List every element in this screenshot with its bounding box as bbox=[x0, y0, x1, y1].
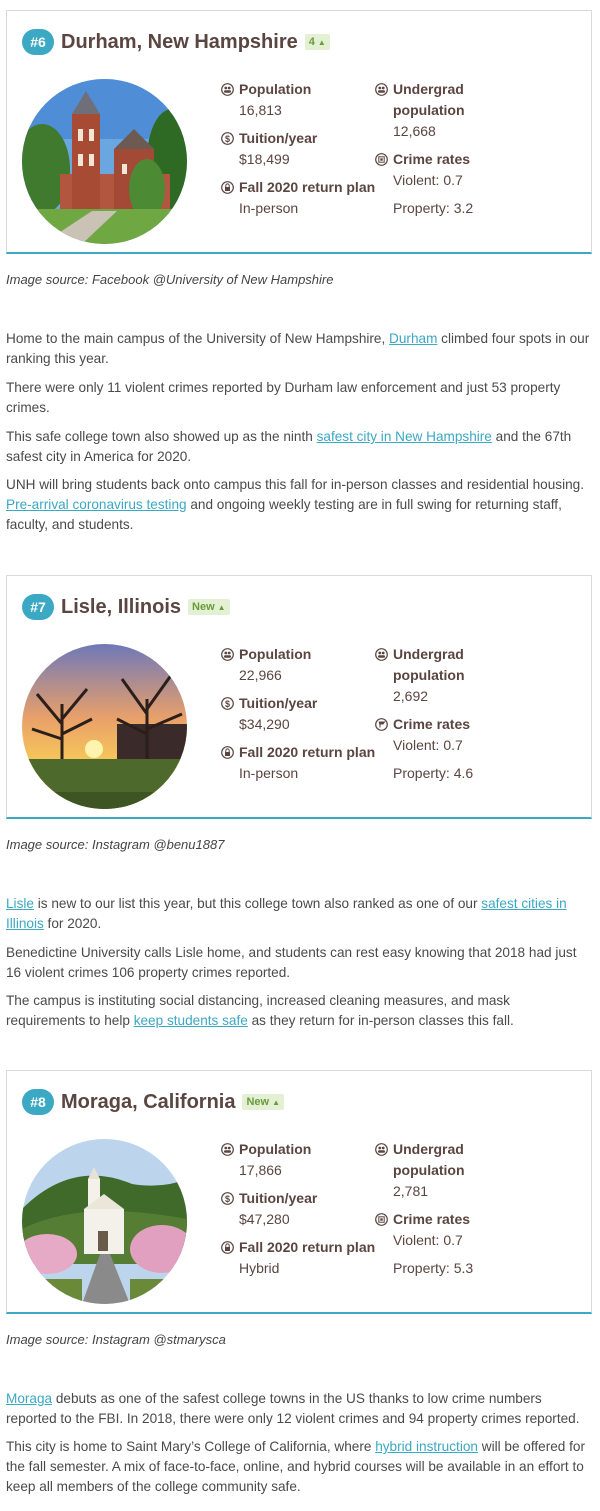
users-icon bbox=[221, 83, 234, 96]
moraga-paragraph-2: This city is home to Saint Mary’s College of California, where hybrid instruction will be offered for the fall semester. A mix of face-to-face, online, and hybrid courses will be available in an effort to keep all members of the college community safe. bbox=[6, 1439, 586, 1494]
undergrad-value: 12,668 bbox=[393, 123, 436, 139]
undergrad-label-line2: population bbox=[393, 102, 465, 118]
moraga-link[interactable]: Moraga bbox=[6, 1391, 53, 1406]
new-label: New bbox=[192, 601, 215, 613]
population-label: Population bbox=[239, 1141, 312, 1157]
city-card-moraga bbox=[6, 1070, 592, 1314]
return-plan-value: Hybrid bbox=[239, 1260, 280, 1276]
safest-cities-illinois-link[interactable]: safest cities in Illinois bbox=[6, 896, 567, 931]
lisle-paragraph-1: Lisle is new to our list this year, but this college town also ranked as one of our safest cities in Illinois for 2020. bbox=[6, 896, 567, 931]
city-card-durham bbox=[6, 10, 592, 254]
crime-label: Crime rates bbox=[393, 1211, 471, 1227]
shield-icon bbox=[375, 153, 388, 166]
rank-badge: #6 bbox=[22, 29, 54, 55]
lock-icon bbox=[221, 1241, 234, 1254]
crime-stat bbox=[375, 1209, 473, 1278]
shield-icon bbox=[375, 1213, 388, 1226]
moraga-paragraph-1: Moraga debuts as one of the safest college towns in the US thanks to low crime numbers reported to the FBI. In 2018, there were only 12 violent crimes and 94 property crimes reported. bbox=[6, 1391, 580, 1426]
image-caption: Image source: Instagram @stmarysca bbox=[6, 1332, 226, 1347]
dollar-icon bbox=[221, 697, 234, 710]
population-label: Population bbox=[239, 646, 312, 662]
return-plan-stat bbox=[221, 177, 375, 218]
tuition-stat bbox=[221, 1188, 317, 1229]
svg-text:$: $ bbox=[224, 698, 231, 709]
undergrad-label: Undergrad bbox=[393, 646, 464, 662]
population-value: 16,813 bbox=[239, 102, 282, 118]
city-photo bbox=[22, 79, 187, 244]
lisle-paragraph-2: Benedictine University calls Lisle home, and students can rest easy knowing that 2018 had just 16 violent crimes 106 property crimes reported. bbox=[6, 945, 577, 980]
population-label: Population bbox=[239, 81, 312, 97]
keep-students-safe-link[interactable]: keep students safe bbox=[133, 1013, 248, 1028]
hybrid-instruction-link[interactable]: hybrid instruction bbox=[375, 1439, 478, 1454]
lock-icon bbox=[221, 746, 234, 759]
return-plan-stat bbox=[221, 1237, 375, 1278]
new-badge bbox=[242, 1094, 284, 1110]
undergrad-stat bbox=[375, 79, 465, 141]
undergrad-label: Undergrad bbox=[393, 81, 464, 97]
tuition-value: $18,499 bbox=[239, 151, 290, 167]
return-plan-value: In-person bbox=[239, 765, 299, 781]
undergrad-label-line2: population bbox=[393, 667, 465, 683]
crime-label: Crime rates bbox=[393, 151, 471, 167]
dollar-icon bbox=[221, 1192, 234, 1205]
tuition-value: $34,290 bbox=[239, 716, 290, 732]
population-value: 17,866 bbox=[239, 1162, 282, 1178]
property-value: Property: 4.6 bbox=[393, 765, 474, 781]
campus-hall-image bbox=[22, 79, 187, 244]
property-value: Property: 3.2 bbox=[393, 200, 474, 216]
durham-link[interactable]: Durham bbox=[389, 331, 438, 346]
population-value: 22,966 bbox=[239, 667, 282, 683]
new-badge bbox=[188, 599, 230, 615]
tuition-value: $47,280 bbox=[239, 1211, 290, 1227]
svg-text:$: $ bbox=[224, 133, 231, 144]
tuition-label: Tuition/year bbox=[239, 695, 318, 711]
city-title: Moraga, California bbox=[61, 1090, 236, 1113]
undergrad-value: 2,692 bbox=[393, 688, 429, 704]
rank-change-label: 4 bbox=[308, 36, 315, 48]
city-title: Durham, New Hampshire bbox=[61, 30, 298, 53]
city-title: Lisle, Illinois bbox=[61, 595, 182, 618]
tuition-label: Tuition/year bbox=[239, 1190, 318, 1206]
new-label: New bbox=[246, 1096, 270, 1108]
undergrad-value: 2,781 bbox=[393, 1183, 429, 1199]
lisle-paragraph-3: The campus is instituting social distancing, increased cleaning measures, and mask requirements to help keep students safe as they return for in-person classes this fall. bbox=[6, 993, 514, 1028]
sunset-campus-image bbox=[22, 644, 187, 809]
lock-icon bbox=[221, 181, 234, 194]
crime-label: Crime rates bbox=[393, 716, 471, 732]
property-value: Property: 5.3 bbox=[393, 1260, 474, 1276]
undergrad-stat bbox=[375, 644, 465, 706]
crime-stat bbox=[375, 149, 473, 218]
triangle-up-icon: ▲ bbox=[217, 602, 226, 612]
tuition-stat bbox=[221, 693, 317, 734]
return-plan-label: Fall 2020 return plan bbox=[239, 1239, 376, 1255]
card-header bbox=[22, 594, 230, 620]
durham-paragraph-3: This safe college town also showed up as the ninth safest city in New Hampshire and the 67th safest city in America for 2020. bbox=[6, 429, 572, 464]
card-header bbox=[22, 1089, 284, 1115]
users-icon bbox=[375, 648, 388, 661]
rank-badge: #7 bbox=[22, 594, 54, 620]
durham-paragraph-1: Home to the main campus of the University of New Hampshire, Durham climbed four spots in our ranking this year. bbox=[6, 331, 590, 366]
undergrad-label: Undergrad bbox=[393, 1141, 464, 1157]
lisle-link[interactable]: Lisle bbox=[6, 896, 34, 911]
triangle-up-icon: ▲ bbox=[272, 1097, 281, 1107]
return-plan-label: Fall 2020 return plan bbox=[239, 179, 376, 195]
tuition-stat bbox=[221, 128, 317, 169]
pre-arrival-testing-link[interactable]: Pre-arrival coronavirus testing bbox=[6, 497, 187, 512]
rank-badge: #8 bbox=[22, 1089, 54, 1115]
violent-value: Violent: 0.7 bbox=[393, 1232, 463, 1248]
safest-city-nh-link[interactable]: safest city in New Hampshire bbox=[316, 429, 492, 444]
users-icon bbox=[221, 1143, 234, 1156]
tuition-label: Tuition/year bbox=[239, 130, 318, 146]
users-icon bbox=[221, 648, 234, 661]
violent-value: Violent: 0.7 bbox=[393, 172, 463, 188]
dollar-icon bbox=[221, 132, 234, 145]
population-stat bbox=[221, 79, 311, 120]
church-blossom-image bbox=[22, 1139, 187, 1304]
users-icon bbox=[375, 1143, 388, 1156]
triangle-up-icon: ▲ bbox=[317, 37, 326, 47]
durham-paragraph-4: UNH will bring students back onto campus this fall for in-person classes and residential housing. Pre-arrival coronavirus testing and ongoing weekly testing are in full swing for returning staff, faculty, and students. bbox=[6, 477, 585, 532]
undergrad-stat bbox=[375, 1139, 465, 1201]
undergrad-label-line2: population bbox=[393, 1162, 465, 1178]
return-plan-stat bbox=[221, 742, 375, 783]
population-stat bbox=[221, 1139, 311, 1180]
city-photo bbox=[22, 1139, 187, 1304]
users-icon bbox=[375, 83, 388, 96]
rank-change-badge bbox=[305, 34, 330, 50]
population-stat bbox=[221, 644, 311, 685]
return-plan-label: Fall 2020 return plan bbox=[239, 744, 376, 760]
card-header bbox=[22, 29, 330, 55]
svg-text:$: $ bbox=[224, 1193, 231, 1204]
image-caption: Image source: Facebook @University of New Hampshire bbox=[6, 272, 334, 287]
durham-paragraph-2: There were only 11 violent crimes reported by Durham law enforcement and just 53 property crimes. bbox=[6, 380, 561, 415]
flag-icon bbox=[375, 718, 388, 731]
city-card-lisle bbox=[6, 575, 592, 819]
image-caption: Image source: Instagram @benu1887 bbox=[6, 837, 225, 852]
violent-value: Violent: 0.7 bbox=[393, 737, 463, 753]
city-photo bbox=[22, 644, 187, 809]
return-plan-value: In-person bbox=[239, 200, 299, 216]
crime-stat bbox=[375, 714, 473, 783]
